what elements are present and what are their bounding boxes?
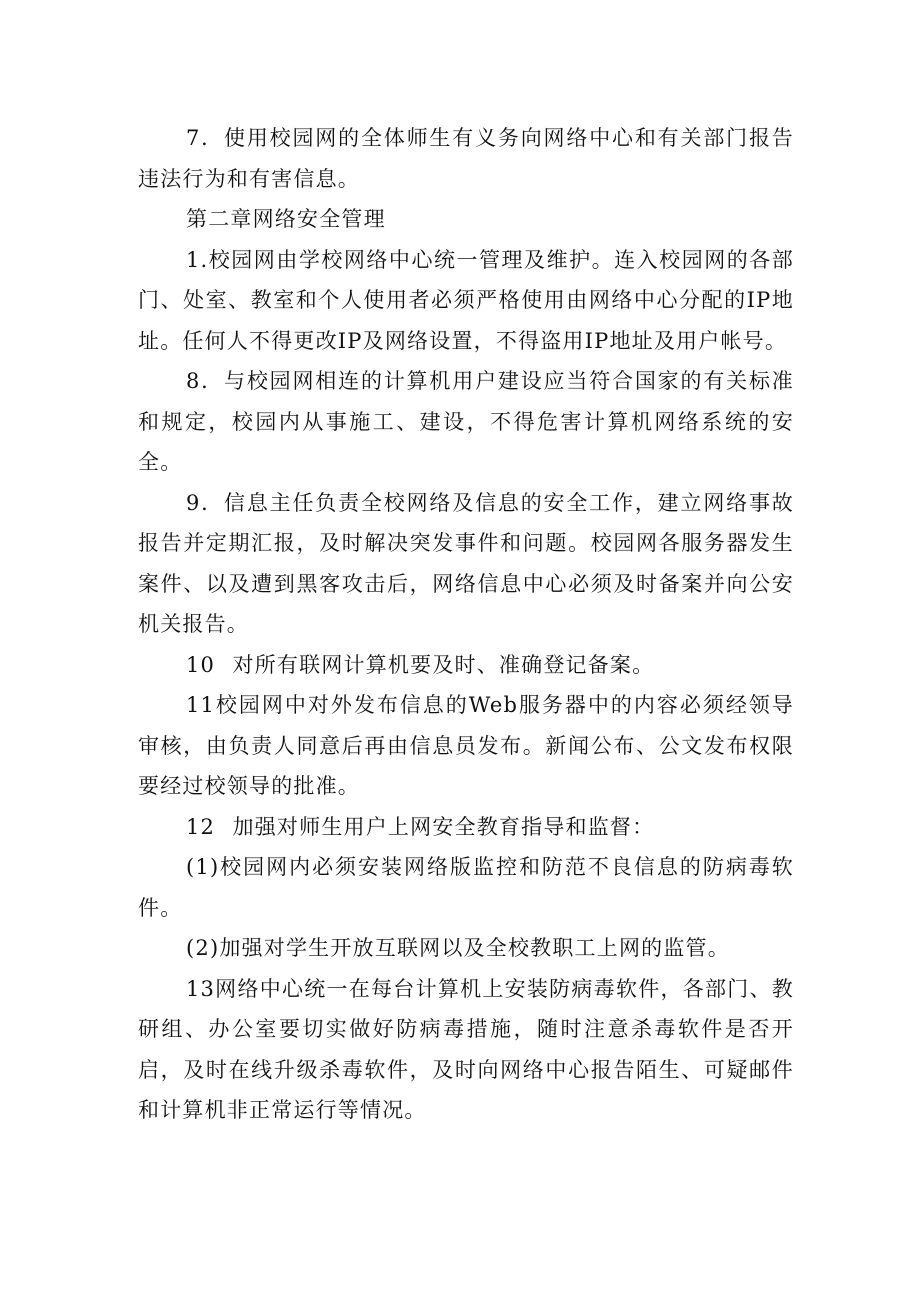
paragraph-item-9: 9．信息主任负责全校网络及信息的安全工作，建立网络事故报告并定期汇报，及时解决突发事件和问题。校园网各服务器发生案件、以及遭到黑客攻击后，网络信息中心必须及时备案并向公安机关报告。 [138, 490, 794, 636]
paragraph-item-7: 7．使用校园网的全体师生有义务向网络中心和有关部门报告违法行为和有害信息。 [138, 126, 794, 191]
paragraph-item-12: 12 加强对师生用户上网安全教育指导和监督： [186, 814, 655, 839]
paragraph-item-13: 13网络中心统一在每台计算机上安装防病毒软件，各部门、教研组、办公室要切实做好防病毒措施，随时注意杀毒软件是否开启，及时在线升级杀毒软件，及时向网络中心报告陌生、可疑邮件和计算机非正常运行等情况。 [138, 976, 794, 1122]
paragraph-subitem-1: (1)校园网内必须安装网络版监控和防范不良信息的防病毒软件。 [138, 855, 794, 920]
paragraph-subitem-2: (2)加强对学生开放互联网以及全校教职工上网的监管。 [186, 936, 730, 960]
paragraph-item-1: 1.校园网由学校网络中心统一管理及维护。连入校园网的各部门、处室、教室和个人使用者必须严格使用由网络中心分配的IP地址。任何人不得更改IP及网络设置，不得盗用IP地址及用户帐号。 [138, 247, 794, 353]
paragraph-item-8: 8．与校园网相连的计算机用户建设应当符合国家的有关标准和规定，校园内从事施工、建设，不得危害计算机网络系统的安全。 [138, 369, 794, 474]
paragraph-item-10: 10 对所有联网计算机要及时、准确登记备案。 [186, 652, 655, 677]
document-body [138, 118, 794, 1131]
paragraph-item-11: 11校园网中对外发布信息的Web服务器中的内容必须经领导审核，由负责人同意后再由信息员发布。新闻公布、公文发布权限要经过校领导的批准。 [138, 693, 794, 798]
chapter-heading: 第二章网络安全管理 [186, 207, 386, 231]
